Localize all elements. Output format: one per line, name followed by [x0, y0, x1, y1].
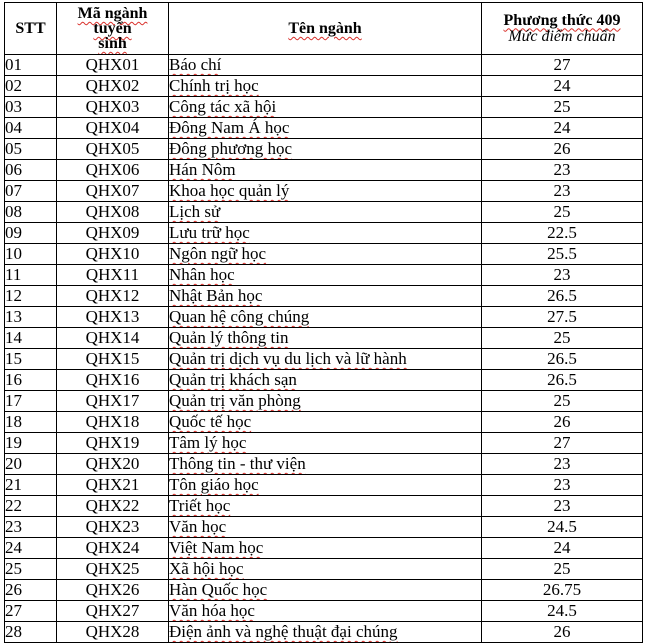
row-program-code: QHX22 — [57, 496, 169, 517]
row-score: 26.5 — [482, 286, 643, 307]
table-row — [5, 139, 643, 160]
row-program-name — [169, 433, 482, 454]
row-stt: 14 — [5, 328, 57, 349]
row-program-code: QHX15 — [57, 349, 169, 370]
program-name-text: Hán Nôm — [169, 160, 236, 179]
row-program-code: QHX01 — [57, 55, 169, 76]
row-stt: 26 — [5, 580, 57, 601]
row-stt: 16 — [5, 370, 57, 391]
row-program-name — [169, 559, 482, 580]
row-stt: 21 — [5, 475, 57, 496]
row-program-name — [169, 349, 482, 370]
row-program-code: QHX26 — [57, 580, 169, 601]
program-name-text: Nhân học — [169, 265, 235, 284]
header-code-line2: tuyển — [93, 20, 132, 37]
table-row — [5, 538, 643, 559]
row-program-name — [169, 244, 482, 265]
row-score: 24 — [482, 76, 643, 97]
program-name-text: Quản lý thông tin — [169, 328, 289, 347]
row-program-name — [169, 202, 482, 223]
row-stt: 18 — [5, 412, 57, 433]
row-stt: 11 — [5, 265, 57, 286]
row-stt: 13 — [5, 307, 57, 328]
program-name-text: Văn học — [169, 517, 227, 536]
row-stt: 05 — [5, 139, 57, 160]
row-program-name — [169, 160, 482, 181]
row-program-name — [169, 454, 482, 475]
table-row — [5, 265, 643, 286]
row-stt: 25 — [5, 559, 57, 580]
row-program-code: QHX17 — [57, 391, 169, 412]
table-row — [5, 181, 643, 202]
table-row — [5, 454, 643, 475]
row-program-name — [169, 391, 482, 412]
row-stt: 28 — [5, 622, 57, 643]
program-name-text: Chính trị học — [169, 76, 259, 95]
header-stt: STT — [5, 3, 57, 55]
table-row — [5, 349, 643, 370]
table-row — [5, 286, 643, 307]
row-score: 25 — [482, 559, 643, 580]
row-program-code: QHX27 — [57, 601, 169, 622]
row-program-code: QHX10 — [57, 244, 169, 265]
row-stt: 06 — [5, 160, 57, 181]
row-stt: 19 — [5, 433, 57, 454]
table-row — [5, 118, 643, 139]
program-name-text: Triết học — [169, 496, 231, 515]
row-stt: 03 — [5, 97, 57, 118]
program-name-text: Đông phương học — [169, 139, 293, 158]
row-program-name — [169, 475, 482, 496]
row-stt: 02 — [5, 76, 57, 97]
row-program-name — [169, 286, 482, 307]
program-name-text: Quan hệ công chúng — [169, 307, 310, 326]
row-score: 22.5 — [482, 223, 643, 244]
row-score: 27.5 — [482, 307, 643, 328]
table-row — [5, 517, 643, 538]
row-score: 25 — [482, 97, 643, 118]
table-row — [5, 202, 643, 223]
table-row — [5, 412, 643, 433]
row-program-name — [169, 370, 482, 391]
row-program-code: QHX23 — [57, 517, 169, 538]
row-program-code: QHX20 — [57, 454, 169, 475]
program-name-text: Nhật Bản học — [169, 286, 263, 305]
program-name-text: Tôn giáo học — [169, 475, 259, 494]
row-program-code: QHX16 — [57, 370, 169, 391]
row-program-code: QHX12 — [57, 286, 169, 307]
program-name-text: Điện ảnh và nghệ thuật đại chúng — [169, 622, 398, 641]
row-program-name — [169, 181, 482, 202]
program-name-text: Báo chí — [169, 55, 222, 74]
row-program-code: QHX08 — [57, 202, 169, 223]
row-score: 23 — [482, 475, 643, 496]
table-body — [5, 55, 643, 643]
header-name-text: Tên ngành — [288, 20, 362, 37]
row-program-code: QHX21 — [57, 475, 169, 496]
row-program-name — [169, 601, 482, 622]
row-stt: 04 — [5, 118, 57, 139]
program-name-text: Xã hội học — [169, 559, 244, 578]
table-row — [5, 580, 643, 601]
row-score: 26 — [482, 622, 643, 643]
row-program-name — [169, 328, 482, 349]
program-name-text: Quản trị dịch vụ du lịch và lữ hành — [169, 349, 407, 368]
row-score: 25 — [482, 202, 643, 223]
row-score: 26 — [482, 412, 643, 433]
row-program-code: QHX24 — [57, 538, 169, 559]
table-row — [5, 328, 643, 349]
table-row — [5, 244, 643, 265]
row-score: 23 — [482, 181, 643, 202]
program-name-text: Ngôn ngữ học — [169, 244, 267, 263]
table-row — [5, 160, 643, 181]
program-name-text: Hàn Quốc học — [169, 580, 268, 599]
program-name-text: Quản trị khách sạn — [169, 370, 297, 389]
program-name-text: Thông tin - thư viện — [169, 454, 306, 473]
program-name-text: Khoa học quản lý — [169, 181, 290, 200]
row-program-code: QHX03 — [57, 97, 169, 118]
row-program-name — [169, 307, 482, 328]
table-row — [5, 622, 643, 643]
row-program-name — [169, 265, 482, 286]
row-program-code: QHX09 — [57, 223, 169, 244]
row-program-code: QHX19 — [57, 433, 169, 454]
row-score: 23 — [482, 265, 643, 286]
program-name-text: Quản trị văn phòng — [169, 391, 301, 410]
row-stt: 01 — [5, 55, 57, 76]
row-program-name — [169, 580, 482, 601]
header-method: Phương thức 409 — [503, 11, 621, 29]
row-stt: 24 — [5, 538, 57, 559]
admission-score-table — [4, 2, 643, 643]
table-row — [5, 307, 643, 328]
program-name-text: Công tác xã hội — [169, 97, 277, 116]
row-program-name — [169, 622, 482, 643]
row-program-name — [169, 496, 482, 517]
row-program-name — [169, 223, 482, 244]
row-program-name — [169, 55, 482, 76]
row-score: 24.5 — [482, 517, 643, 538]
row-score: 26.75 — [482, 580, 643, 601]
row-stt: 27 — [5, 601, 57, 622]
row-program-code: QHX04 — [57, 118, 169, 139]
header-program-code — [57, 3, 169, 55]
program-name-text: Quốc tế học — [169, 412, 252, 431]
row-stt: 12 — [5, 286, 57, 307]
table-row — [5, 433, 643, 454]
row-stt: 23 — [5, 517, 57, 538]
row-score: 26.5 — [482, 349, 643, 370]
row-score: 27 — [482, 55, 643, 76]
row-stt: 09 — [5, 223, 57, 244]
row-program-name — [169, 97, 482, 118]
row-program-code: QHX07 — [57, 181, 169, 202]
row-stt: 17 — [5, 391, 57, 412]
row-score: 23 — [482, 496, 643, 517]
table-row — [5, 391, 643, 412]
header-program-name — [169, 3, 482, 55]
row-score: 25 — [482, 391, 643, 412]
row-program-name — [169, 412, 482, 433]
row-stt: 20 — [5, 454, 57, 475]
table-row — [5, 601, 643, 622]
header-code-line3: sinh — [98, 35, 127, 52]
row-score: 24 — [482, 118, 643, 139]
row-score: 24.5 — [482, 601, 643, 622]
row-stt: 08 — [5, 202, 57, 223]
row-program-name — [169, 517, 482, 538]
program-name-text: Việt Nam học — [169, 538, 264, 557]
row-stt: 07 — [5, 181, 57, 202]
row-program-name — [169, 139, 482, 160]
row-program-code: QHX14 — [57, 328, 169, 349]
program-name-text: Tâm lý học — [169, 433, 247, 452]
row-score: 25.5 — [482, 244, 643, 265]
header-score-label: Mức điểm chuẩn — [508, 27, 616, 45]
row-program-name — [169, 76, 482, 97]
program-name-text: Văn hóa học — [169, 601, 255, 620]
header-code-line1: Mã ngành — [77, 5, 148, 22]
table-row — [5, 496, 643, 517]
row-program-code: QHX06 — [57, 160, 169, 181]
table-row — [5, 76, 643, 97]
header-score — [482, 3, 643, 55]
row-program-name — [169, 118, 482, 139]
program-name-text: Đông Nam Á học — [169, 118, 290, 137]
row-score: 24 — [482, 538, 643, 559]
row-score: 25 — [482, 328, 643, 349]
table-row — [5, 97, 643, 118]
row-stt: 10 — [5, 244, 57, 265]
row-program-code: QHX28 — [57, 622, 169, 643]
row-program-code: QHX05 — [57, 139, 169, 160]
table-row — [5, 55, 643, 76]
row-stt: 15 — [5, 349, 57, 370]
program-name-text: Lịch sử — [169, 202, 221, 221]
table-row — [5, 475, 643, 496]
row-score: 26.5 — [482, 370, 643, 391]
program-name-text: Lưu trữ học — [169, 223, 250, 242]
table-row — [5, 223, 643, 244]
table-row — [5, 559, 643, 580]
row-program-code: QHX13 — [57, 307, 169, 328]
row-program-code: QHX11 — [57, 265, 169, 286]
row-score: 23 — [482, 160, 643, 181]
table-row — [5, 370, 643, 391]
row-program-code: QHX02 — [57, 76, 169, 97]
row-score: 27 — [482, 433, 643, 454]
row-program-code: QHX18 — [57, 412, 169, 433]
row-program-name — [169, 538, 482, 559]
table-header-row — [5, 3, 643, 55]
row-program-code: QHX25 — [57, 559, 169, 580]
row-stt: 22 — [5, 496, 57, 517]
row-score: 26 — [482, 139, 643, 160]
row-score: 23 — [482, 454, 643, 475]
